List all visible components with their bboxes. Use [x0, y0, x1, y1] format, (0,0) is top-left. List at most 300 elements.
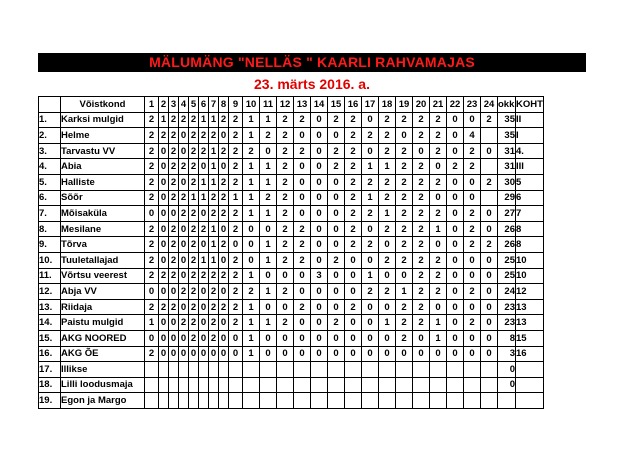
round-score: 1 [260, 284, 277, 300]
round-score [199, 393, 209, 409]
round-score: 0 [219, 221, 229, 237]
round-score: 2 [209, 268, 219, 284]
row-number: 19. [39, 393, 61, 409]
header-round-22: 22 [447, 97, 464, 113]
total-score: 25 [498, 268, 516, 284]
round-score: 2 [413, 206, 430, 222]
round-score: 1 [430, 315, 447, 331]
round-score: 0 [328, 299, 345, 315]
round-score: 2 [396, 299, 413, 315]
round-score: 2 [379, 221, 396, 237]
round-score [396, 362, 413, 378]
round-score: 2 [345, 174, 362, 190]
round-score: 2 [413, 315, 430, 331]
header-round-13: 13 [294, 97, 311, 113]
row-number: 5. [39, 174, 61, 190]
round-score: 2 [209, 330, 219, 346]
round-score: 1 [430, 221, 447, 237]
round-score: 2 [189, 221, 199, 237]
round-score: 0 [219, 315, 229, 331]
round-score: 1 [209, 159, 219, 175]
round-score [328, 362, 345, 378]
round-score: 2 [169, 128, 179, 144]
round-score: 0 [464, 174, 481, 190]
round-score [229, 362, 243, 378]
round-score: 1 [243, 315, 260, 331]
round-score: 2 [481, 174, 498, 190]
round-score [447, 362, 464, 378]
total-score: 3 [498, 346, 516, 362]
row-number: 6. [39, 190, 61, 206]
round-score: 0 [311, 174, 328, 190]
header-round-19: 19 [396, 97, 413, 113]
round-score: 0 [219, 346, 229, 362]
row-number: 9. [39, 237, 61, 253]
round-score: 0 [277, 299, 294, 315]
round-score: 0 [447, 252, 464, 268]
round-score: 0 [219, 330, 229, 346]
row-number: 8. [39, 221, 61, 237]
round-score: 0 [219, 252, 229, 268]
round-score: 0 [294, 315, 311, 331]
table-row [39, 190, 544, 206]
row-number: 18. [39, 377, 61, 393]
round-score: 2 [362, 174, 379, 190]
round-score: 2 [379, 252, 396, 268]
total-score: 8 [498, 330, 516, 346]
round-score: 2 [328, 315, 345, 331]
round-score: 0 [311, 299, 328, 315]
round-score: 2 [219, 299, 229, 315]
team-name: Võrtsu veerest [61, 268, 145, 284]
round-score: 1 [159, 112, 169, 128]
round-score: 0 [345, 268, 362, 284]
round-score: 2 [430, 174, 447, 190]
table-row [39, 268, 544, 284]
round-score [169, 393, 179, 409]
round-score: 0 [430, 159, 447, 175]
header-round-18: 18 [379, 97, 396, 113]
header-round-20: 20 [413, 97, 430, 113]
round-score: 2 [145, 299, 159, 315]
round-score: 0 [260, 268, 277, 284]
round-score [209, 362, 219, 378]
table-row [39, 159, 544, 175]
round-score [243, 377, 260, 393]
round-score: 3 [311, 268, 328, 284]
round-score: 1 [430, 330, 447, 346]
team-name: Mesilane [61, 221, 145, 237]
row-number: 15. [39, 330, 61, 346]
header-round-3: 3 [169, 97, 179, 113]
round-score: 2 [430, 206, 447, 222]
row-number: 7. [39, 206, 61, 222]
round-score: 0 [219, 284, 229, 300]
round-score: 2 [328, 112, 345, 128]
place-cell: 8 [516, 237, 544, 253]
total-score: 24 [498, 284, 516, 300]
round-score: 0 [311, 112, 328, 128]
round-score: 2 [179, 159, 189, 175]
round-score: 2 [189, 143, 199, 159]
round-score: 0 [447, 268, 464, 284]
round-score [430, 362, 447, 378]
header-round-5: 5 [189, 97, 199, 113]
round-score: 0 [199, 206, 209, 222]
round-score: 2 [413, 190, 430, 206]
round-score: 2 [413, 221, 430, 237]
round-score: 2 [294, 112, 311, 128]
round-score: 2 [413, 299, 430, 315]
round-score: 0 [430, 299, 447, 315]
round-score: 2 [464, 159, 481, 175]
round-score: 0 [379, 346, 396, 362]
round-score: 2 [430, 128, 447, 144]
round-score: 2 [413, 237, 430, 253]
team-name: Egon ja Margo [61, 393, 145, 409]
round-score: 2 [189, 206, 199, 222]
round-score: 2 [199, 143, 209, 159]
round-score [169, 377, 179, 393]
round-score: 2 [294, 221, 311, 237]
round-score [209, 377, 219, 393]
round-score: 2 [243, 143, 260, 159]
round-score [145, 362, 159, 378]
round-score: 2 [219, 190, 229, 206]
round-score: 2 [277, 190, 294, 206]
round-score: 0 [229, 346, 243, 362]
total-score: 23 [498, 299, 516, 315]
round-score: 1 [396, 284, 413, 300]
team-name: Tõrva [61, 237, 145, 253]
round-score: 0 [294, 128, 311, 144]
round-score: 2 [145, 268, 159, 284]
round-score: 0 [362, 330, 379, 346]
round-score: 2 [379, 174, 396, 190]
round-score: 2 [396, 315, 413, 331]
round-score [430, 393, 447, 409]
round-score [229, 377, 243, 393]
round-score [430, 377, 447, 393]
round-score: 0 [219, 128, 229, 144]
row-number: 13. [39, 299, 61, 315]
round-score: 0 [464, 346, 481, 362]
round-score: 2 [379, 284, 396, 300]
round-score: 2 [464, 206, 481, 222]
round-score: 2 [277, 284, 294, 300]
round-score: 1 [260, 174, 277, 190]
round-score: 0 [362, 346, 379, 362]
round-score: 2 [345, 112, 362, 128]
round-score: 0 [159, 284, 169, 300]
row-number: 3. [39, 143, 61, 159]
round-score: 2 [189, 252, 199, 268]
place-cell: 6 [516, 190, 544, 206]
round-score: 2 [169, 299, 179, 315]
round-score: 1 [199, 112, 209, 128]
round-score: 2 [145, 237, 159, 253]
round-score: 2 [345, 190, 362, 206]
round-score: 0 [219, 159, 229, 175]
round-score: 0 [328, 284, 345, 300]
round-score: 1 [379, 315, 396, 331]
round-score: 2 [145, 346, 159, 362]
place-cell: 10 [516, 252, 544, 268]
round-score: 0 [243, 237, 260, 253]
table-row [39, 393, 544, 409]
round-score [328, 393, 345, 409]
round-score: 0 [159, 237, 169, 253]
round-score: 2 [464, 237, 481, 253]
round-score: 2 [413, 174, 430, 190]
round-score: 2 [413, 268, 430, 284]
header-round-2: 2 [159, 97, 169, 113]
round-score: 0 [379, 237, 396, 253]
round-score: 2 [189, 299, 199, 315]
round-score: 0 [159, 174, 169, 190]
round-score: 0 [311, 346, 328, 362]
round-score: 0 [447, 143, 464, 159]
round-score [219, 377, 229, 393]
round-score: 2 [219, 143, 229, 159]
round-score: 2 [229, 268, 243, 284]
round-score: 2 [277, 206, 294, 222]
round-score: 2 [145, 190, 159, 206]
round-score: 0 [311, 190, 328, 206]
round-score: 2 [277, 174, 294, 190]
round-score: 0 [179, 237, 189, 253]
round-score: 0 [294, 206, 311, 222]
round-score [189, 362, 199, 378]
round-score: 2 [219, 206, 229, 222]
round-score: 0 [179, 252, 189, 268]
round-score [481, 190, 498, 206]
table-row [39, 330, 544, 346]
round-score: 0 [169, 315, 179, 331]
round-score [311, 393, 328, 409]
round-score: 1 [229, 190, 243, 206]
total-score [498, 393, 516, 409]
place-cell: 13 [516, 299, 544, 315]
round-score: 0 [169, 284, 179, 300]
table-row [39, 221, 544, 237]
round-score: 0 [447, 190, 464, 206]
round-score [243, 393, 260, 409]
round-score: 0 [311, 237, 328, 253]
round-score: 1 [243, 112, 260, 128]
round-score: 0 [277, 346, 294, 362]
place-cell: 4. [516, 143, 544, 159]
header-round-23: 23 [464, 97, 481, 113]
round-score: 0 [464, 299, 481, 315]
header-round-24: 24 [481, 97, 498, 113]
round-score: 4 [464, 128, 481, 144]
round-score: 1 [260, 159, 277, 175]
round-score [379, 362, 396, 378]
round-score: 2 [362, 237, 379, 253]
round-score [179, 393, 189, 409]
round-score: 2 [345, 206, 362, 222]
round-score: 0 [362, 315, 379, 331]
round-score: 0 [179, 330, 189, 346]
round-score: 2 [189, 268, 199, 284]
row-number: 10. [39, 252, 61, 268]
round-score: 0 [189, 346, 199, 362]
round-score: 2 [219, 237, 229, 253]
total-score: 31 [498, 159, 516, 175]
round-score: 1 [243, 174, 260, 190]
round-score: 2 [219, 268, 229, 284]
round-score: 2 [209, 190, 219, 206]
round-score: 2 [328, 143, 345, 159]
round-score: 2 [345, 128, 362, 144]
header-round-7: 7 [209, 97, 219, 113]
round-score: 0 [396, 346, 413, 362]
round-score [277, 393, 294, 409]
row-number: 11. [39, 268, 61, 284]
table-row [39, 237, 544, 253]
round-score: 0 [159, 143, 169, 159]
round-score: 2 [219, 112, 229, 128]
round-score: 0 [260, 221, 277, 237]
round-score: 2 [345, 299, 362, 315]
round-score: 2 [169, 237, 179, 253]
round-score: 0 [229, 330, 243, 346]
total-score: 23 [498, 315, 516, 331]
round-score: 2 [229, 128, 243, 144]
round-score: 0 [328, 190, 345, 206]
round-score [447, 377, 464, 393]
round-score: 0 [328, 346, 345, 362]
round-score [464, 362, 481, 378]
round-score: 2 [396, 206, 413, 222]
round-score: 2 [209, 206, 219, 222]
round-score: 2 [413, 112, 430, 128]
round-score: 0 [447, 221, 464, 237]
place-cell: 5 [516, 174, 544, 190]
round-score: 1 [199, 252, 209, 268]
round-score [345, 393, 362, 409]
round-score: 0 [169, 206, 179, 222]
round-score [189, 377, 199, 393]
total-score: 26 [498, 221, 516, 237]
round-score: 0 [430, 237, 447, 253]
round-score: 2 [189, 128, 199, 144]
round-score: 2 [396, 159, 413, 175]
round-score: 2 [179, 284, 189, 300]
header-round-14: 14 [311, 97, 328, 113]
round-score [294, 393, 311, 409]
round-score [481, 362, 498, 378]
team-name: Karksi mulgid [61, 112, 145, 128]
round-score [199, 377, 209, 393]
round-score: 2 [413, 252, 430, 268]
round-score: 0 [379, 268, 396, 284]
round-score: 0 [311, 159, 328, 175]
round-score: 0 [145, 284, 159, 300]
round-score: 0 [464, 252, 481, 268]
team-name: Helme [61, 128, 145, 144]
round-score [169, 362, 179, 378]
round-score: 2 [396, 112, 413, 128]
round-score: 0 [260, 299, 277, 315]
round-score: 0 [464, 330, 481, 346]
round-score: 2 [189, 174, 199, 190]
round-score: 0 [362, 221, 379, 237]
round-score [413, 377, 430, 393]
total-score: 26 [498, 237, 516, 253]
round-score: 0 [464, 112, 481, 128]
round-score: 2 [229, 112, 243, 128]
round-score: 0 [199, 159, 209, 175]
round-score: 0 [277, 268, 294, 284]
round-score [159, 362, 169, 378]
round-score [379, 377, 396, 393]
round-score: 2 [464, 315, 481, 331]
round-score: 0 [199, 284, 209, 300]
table-row [39, 112, 544, 128]
table-row [39, 252, 544, 268]
round-score: 1 [243, 206, 260, 222]
place-cell: 16 [516, 346, 544, 362]
round-score: 1 [260, 206, 277, 222]
team-name: Lilli loodusmaja [61, 377, 145, 393]
round-score [447, 393, 464, 409]
round-score [189, 393, 199, 409]
round-score: 0 [294, 174, 311, 190]
round-score: 1 [199, 174, 209, 190]
round-score: 2 [229, 299, 243, 315]
table-row [39, 174, 544, 190]
team-name: Tuuletallajad [61, 252, 145, 268]
row-number: 16. [39, 346, 61, 362]
round-score: 2 [294, 252, 311, 268]
place-cell: 10 [516, 268, 544, 284]
round-score: 0 [159, 221, 169, 237]
round-score: 2 [169, 143, 179, 159]
round-score [345, 377, 362, 393]
round-score: 1 [145, 315, 159, 331]
round-score: 0 [413, 143, 430, 159]
round-score [209, 393, 219, 409]
round-score: 2 [189, 330, 199, 346]
round-score: 2 [430, 284, 447, 300]
round-score: 2 [294, 143, 311, 159]
round-score: 2 [199, 221, 209, 237]
place-cell: 15 [516, 330, 544, 346]
round-score: 0 [159, 330, 169, 346]
round-score: 2 [379, 143, 396, 159]
header-round-12: 12 [277, 97, 294, 113]
round-score: 0 [345, 330, 362, 346]
round-score: 2 [362, 128, 379, 144]
round-score: 2 [169, 159, 179, 175]
round-score: 2 [159, 268, 169, 284]
round-score: 2 [345, 237, 362, 253]
round-score: 0 [179, 268, 189, 284]
round-score: 0 [179, 174, 189, 190]
table-row [39, 143, 544, 159]
round-score: 2 [362, 206, 379, 222]
round-score: 0 [396, 268, 413, 284]
round-score: 2 [229, 284, 243, 300]
round-score: 2 [145, 174, 159, 190]
row-number: 1. [39, 112, 61, 128]
round-score: 2 [179, 206, 189, 222]
round-score: 1 [243, 330, 260, 346]
round-score: 1 [362, 268, 379, 284]
event-date: 23. märts 2016. a. [254, 76, 370, 92]
